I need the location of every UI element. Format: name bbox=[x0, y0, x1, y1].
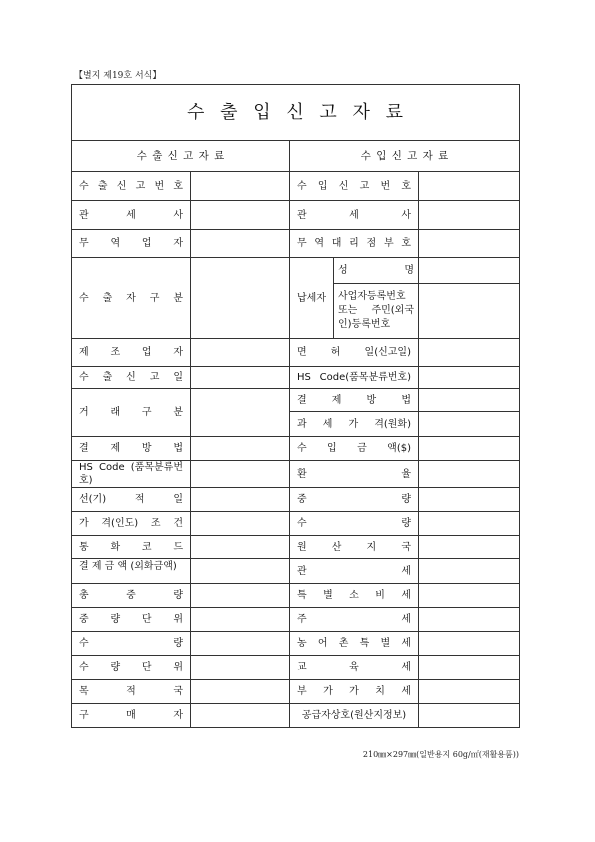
import-amount-label: 수 입 금 액($) bbox=[297, 443, 411, 454]
taxpayer-id-label: 사업자등록번호 또는 주민(외국인)등록번호 bbox=[338, 291, 414, 330]
import-label-cell bbox=[290, 656, 419, 680]
export-label-cell bbox=[72, 488, 191, 512]
import-rural-special-tax-field bbox=[419, 632, 520, 656]
import-label-cell bbox=[334, 284, 419, 339]
import-declaration-number-field bbox=[419, 172, 520, 201]
import-taxable-value-field bbox=[419, 412, 520, 437]
export-declaration-date-label: 수 출 신 고 일 bbox=[79, 372, 183, 383]
import-label-cell bbox=[290, 488, 419, 512]
export-payment-amount-label: 결 제 금 액 (외화금액) bbox=[79, 561, 177, 572]
form-title: 수 출 입 신 고 자 료 bbox=[72, 85, 520, 141]
export-label-cell bbox=[72, 656, 191, 680]
export-destination-country-label: 목 적 국 bbox=[79, 686, 183, 697]
export-quantity-field bbox=[191, 632, 290, 656]
export-customs-broker-field bbox=[191, 201, 290, 230]
export-delivery-terms-label: 가 격(인도) 조 건 bbox=[79, 518, 183, 529]
import-taxable-value-label: 과 세 가 격(원화) bbox=[297, 418, 411, 430]
form-number-label: 【별지 제19호 서식】 bbox=[74, 71, 162, 81]
import-education-tax-label: 교 육 세 bbox=[297, 662, 411, 673]
export-quantity-unit-field bbox=[191, 656, 290, 680]
export-destination-country-field bbox=[191, 680, 290, 704]
import-weight-field bbox=[419, 488, 520, 512]
export-label-cell bbox=[72, 339, 191, 367]
export-label-cell bbox=[72, 389, 191, 437]
export-label-cell bbox=[72, 680, 191, 704]
import-label-cell bbox=[290, 389, 419, 412]
import-education-tax-field bbox=[419, 656, 520, 680]
export-loading-date-label: 선(기) 적 일 bbox=[79, 494, 183, 505]
import-label-cell bbox=[290, 172, 419, 201]
taxpayer-name-field bbox=[419, 258, 520, 284]
export-label-cell bbox=[72, 201, 191, 230]
import-label-cell bbox=[290, 559, 419, 584]
import-license-date-label: 면 허 일(신고일) bbox=[297, 347, 411, 358]
export-trader-field bbox=[191, 230, 290, 258]
import-trade-agent-code-field bbox=[419, 230, 520, 258]
export-gross-weight-label: 총 중 량 bbox=[79, 590, 183, 601]
import-label-cell bbox=[334, 258, 419, 284]
export-label-cell bbox=[72, 559, 191, 584]
import-label-cell bbox=[290, 412, 419, 437]
import-label-cell bbox=[290, 632, 419, 656]
export-quantity-label: 수 량 bbox=[79, 638, 183, 649]
export-exporter-type-label: 수 출 자 구 분 bbox=[79, 292, 183, 304]
import-customs-duty-label: 관 세 bbox=[297, 565, 411, 577]
import-label-cell bbox=[290, 680, 419, 704]
export-currency-code-field bbox=[191, 536, 290, 559]
export-label-cell bbox=[72, 704, 191, 728]
import-label-cell bbox=[290, 704, 419, 728]
import-supplier-name-label: 공급자상호(원산지정보) bbox=[301, 710, 407, 721]
export-trader-label: 무 역 업 자 bbox=[79, 238, 183, 249]
import-customs-duty-field bbox=[419, 559, 520, 584]
import-quantity-label: 수 량 bbox=[297, 518, 411, 529]
export-quantity-unit-label: 수 량 단 위 bbox=[79, 662, 183, 673]
import-origin-country-field bbox=[419, 536, 520, 559]
export-loading-date-field bbox=[191, 488, 290, 512]
export-payment-method-label: 결 제 방 법 bbox=[79, 443, 183, 454]
import-declaration-number-label: 수 입 신 고 번 호 bbox=[297, 180, 411, 192]
import-weight-label: 중 량 bbox=[297, 494, 411, 505]
declaration-form-table bbox=[71, 84, 520, 728]
import-payment-method-label: 결 제 방 법 bbox=[297, 394, 411, 406]
taxpayer-id-field bbox=[419, 284, 520, 339]
import-special-consumption-tax-label: 특 별 소 비 세 bbox=[297, 590, 411, 601]
export-label-cell bbox=[72, 367, 191, 389]
import-exchange-rate-label: 환 율 bbox=[297, 468, 411, 480]
export-gross-weight-field bbox=[191, 584, 290, 608]
export-currency-code-label: 통 화 코 드 bbox=[79, 541, 183, 553]
import-vat-label: 부 가 가 치 세 bbox=[297, 686, 411, 697]
import-label-cell bbox=[290, 339, 419, 367]
export-label-cell bbox=[72, 608, 191, 632]
import-vat-field bbox=[419, 680, 520, 704]
export-weight-unit-label: 중 량 단 위 bbox=[79, 614, 183, 625]
export-label-cell bbox=[72, 258, 191, 339]
export-weight-unit-field bbox=[191, 608, 290, 632]
export-declaration-number-field bbox=[191, 172, 290, 201]
import-label-cell bbox=[290, 437, 419, 461]
export-transaction-type-field bbox=[191, 389, 290, 437]
export-payment-amount-field bbox=[191, 559, 290, 584]
taxpayer-label: 납세자 bbox=[290, 258, 334, 339]
export-transaction-type-label: 거 래 구 분 bbox=[79, 407, 183, 418]
import-label-cell bbox=[290, 201, 419, 230]
import-rural-special-tax-label: 농 어 촌 특 별 세 bbox=[297, 638, 411, 649]
export-label-cell bbox=[72, 230, 191, 258]
import-origin-country-label: 원 산 지 국 bbox=[297, 541, 411, 553]
export-hs-code-field bbox=[191, 461, 290, 488]
import-special-consumption-tax-field bbox=[419, 584, 520, 608]
import-amount-field bbox=[419, 437, 520, 461]
export-manufacturer-field bbox=[191, 339, 290, 367]
import-label-cell bbox=[290, 230, 419, 258]
import-liquor-tax-field bbox=[419, 608, 520, 632]
export-label-cell bbox=[72, 632, 191, 656]
export-delivery-terms-field bbox=[191, 512, 290, 536]
import-label-cell bbox=[290, 367, 419, 389]
import-section-header: 수 입 신 고 자 료 bbox=[290, 141, 520, 172]
import-supplier-name-field bbox=[419, 704, 520, 728]
import-exchange-rate-field bbox=[419, 461, 520, 488]
export-label-cell bbox=[72, 461, 191, 488]
export-customs-broker-label: 관 세 사 bbox=[79, 209, 183, 221]
paper-spec-note: 210㎜×297㎜(일반용지 60g/㎡(재활용품)) bbox=[362, 750, 519, 759]
export-exporter-type-field bbox=[191, 258, 290, 339]
export-label-cell bbox=[72, 172, 191, 201]
import-customs-broker-label: 관 세 사 bbox=[297, 209, 411, 221]
export-label-cell bbox=[72, 437, 191, 461]
export-buyer-label: 구 매 자 bbox=[79, 710, 183, 721]
import-license-date-field bbox=[419, 339, 520, 367]
import-label-cell bbox=[290, 584, 419, 608]
export-label-cell bbox=[72, 512, 191, 536]
export-manufacturer-label: 제 조 업 자 bbox=[79, 347, 183, 358]
export-hs-code-label: HS Code (품목분류번호) bbox=[79, 462, 183, 486]
import-liquor-tax-label: 주 세 bbox=[297, 614, 411, 625]
import-hs-code-field bbox=[419, 367, 520, 389]
import-payment-method-field bbox=[419, 389, 520, 412]
import-trade-agent-code-label: 무 역 대 리 점 부 호 bbox=[297, 238, 411, 249]
export-section-header: 수 출 신 고 자 료 bbox=[72, 141, 290, 172]
taxpayer-name-label: 성 명 bbox=[338, 265, 414, 276]
import-customs-broker-field bbox=[419, 201, 520, 230]
import-hs-code-label: HS Code(품목분류번호) bbox=[297, 372, 411, 383]
import-label-cell bbox=[290, 608, 419, 632]
export-declaration-number-label: 수 출 신 고 번 호 bbox=[79, 180, 183, 192]
export-label-cell bbox=[72, 584, 191, 608]
import-label-cell bbox=[290, 536, 419, 559]
import-quantity-field bbox=[419, 512, 520, 536]
import-label-cell bbox=[290, 461, 419, 488]
export-payment-method-field bbox=[191, 437, 290, 461]
export-declaration-date-field bbox=[191, 367, 290, 389]
import-label-cell bbox=[290, 512, 419, 536]
export-label-cell bbox=[72, 536, 191, 559]
export-buyer-field bbox=[191, 704, 290, 728]
